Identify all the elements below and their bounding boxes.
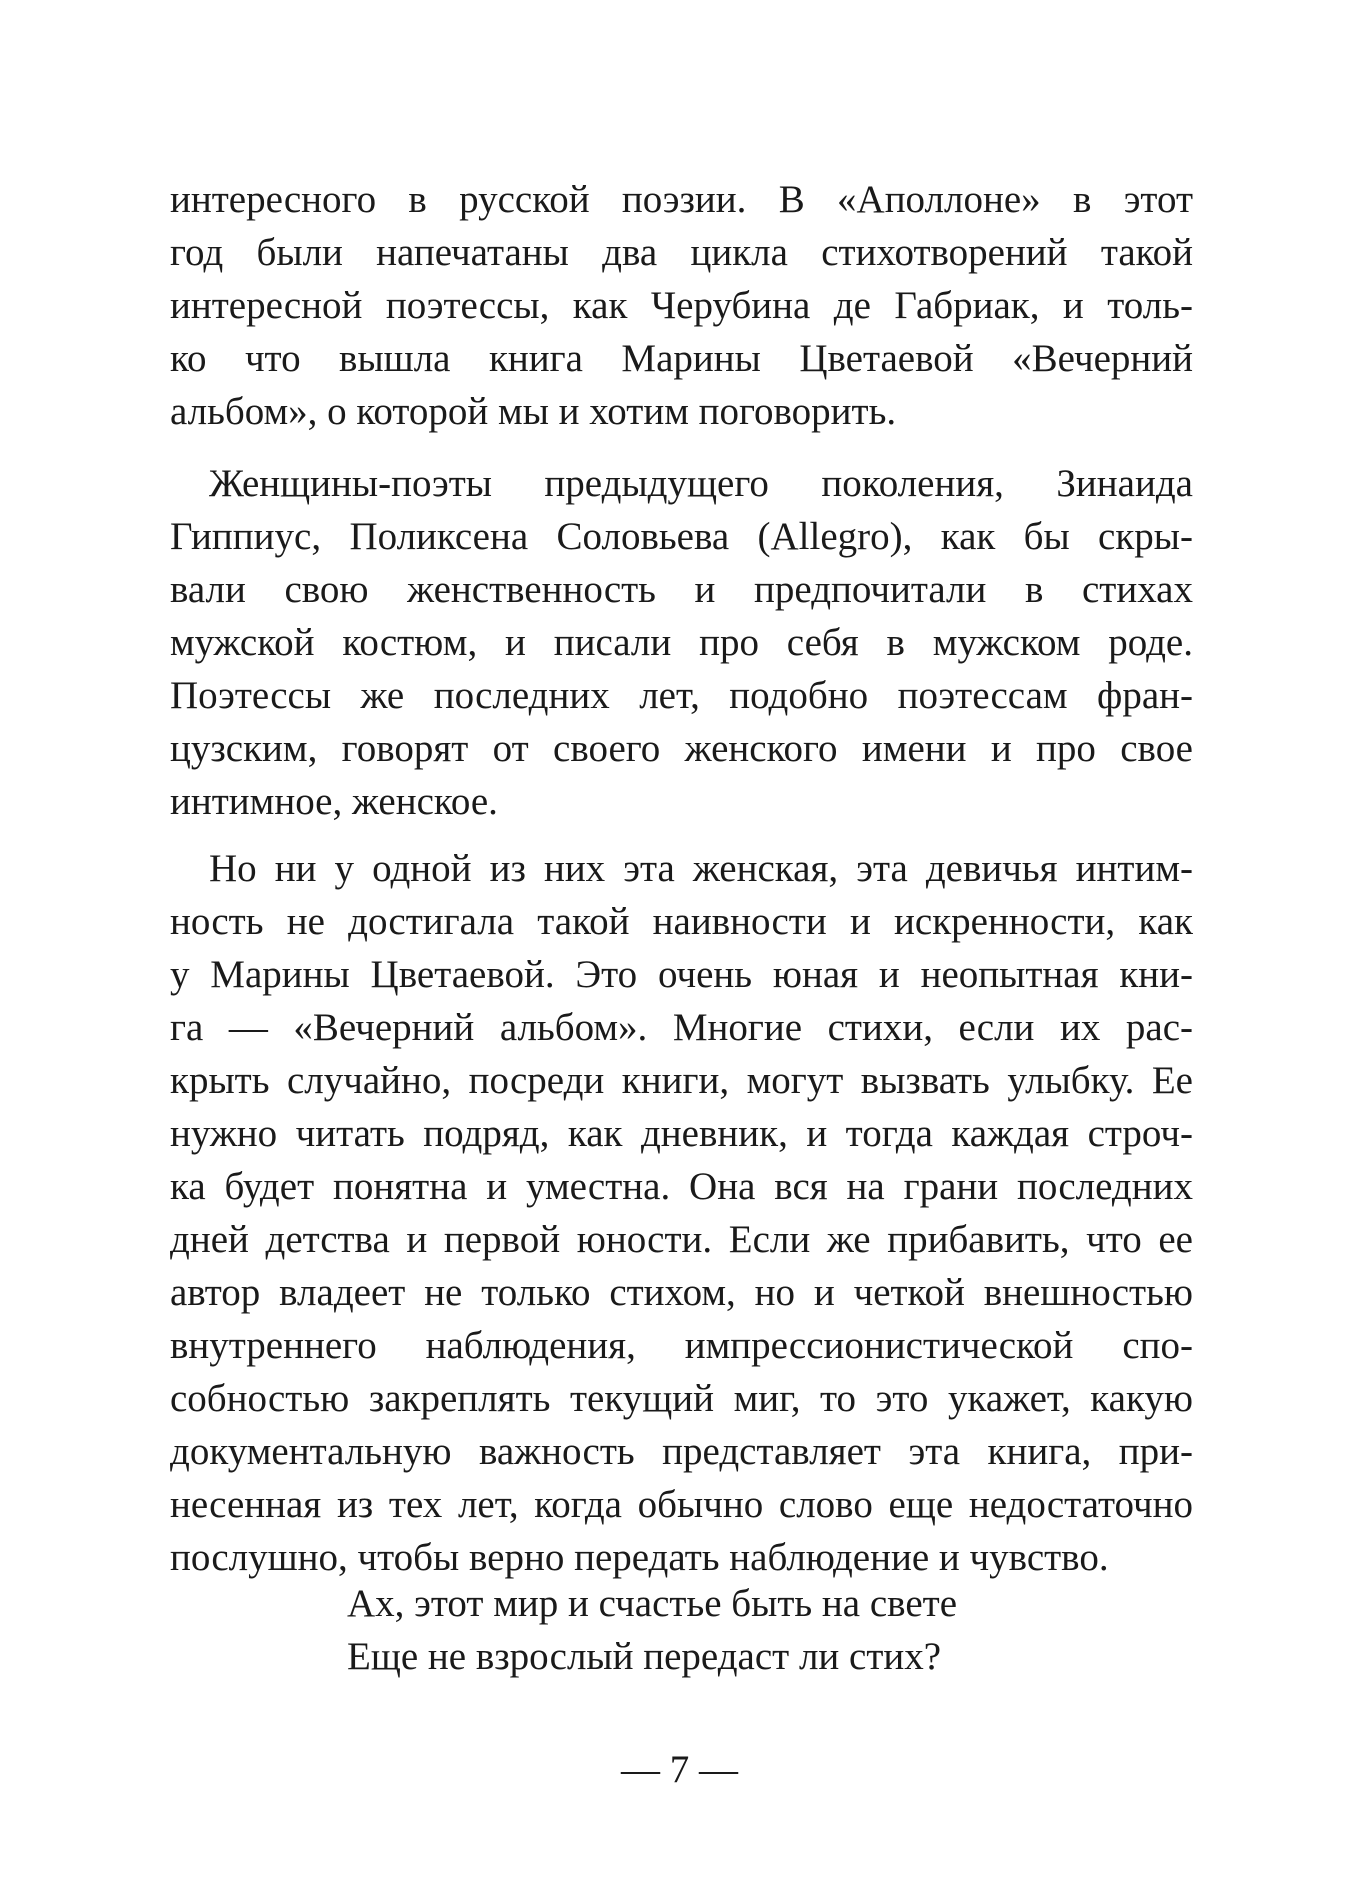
text-line: ность не достигала такой наивности и искренности, как	[170, 900, 1193, 943]
text-line: Но ни у одной из них эта женская, эта девичья интим-	[209, 847, 1193, 890]
text-line: Гиппиус, Поликсена Соловьева (Allegro), как бы скры-	[170, 515, 1193, 558]
paragraph-1	[170, 173, 1193, 438]
text-line: собностью закреплять текущий миг, то это укажет, какую	[170, 1377, 1193, 1420]
page-number: — 7 —	[621, 1748, 738, 1791]
text-line: несенная из тех лет, когда обычно слово еще недостаточно	[170, 1483, 1193, 1526]
text-line: автор владеет не только стихом, но и четкой внешностью	[170, 1271, 1193, 1314]
poem-line: Ах, этот мир и счастье быть на свете	[347, 1582, 958, 1625]
text-line: мужской костюм, и писали про себя в мужском роде.	[170, 621, 1193, 664]
text-line: интимное, женское.	[170, 780, 498, 823]
text-line: год были напечатаны два цикла стихотворений такой	[170, 231, 1193, 274]
poem-line: Еще не взрослый передаст ли стих?	[347, 1635, 942, 1678]
text-line: интересного в русской поэзии. В «Аполлоне» в этот	[170, 178, 1193, 221]
text-line: у Марины Цветаевой. Это очень юная и неопытная кни-	[170, 953, 1193, 996]
text-line: внутреннего наблюдения, импрессионистической спо-	[170, 1324, 1193, 1367]
text-line: Женщины-поэты предыдущего поколения, Зинаида	[209, 462, 1193, 505]
poem-quote	[347, 1577, 957, 1683]
text-line: альбом», о которой мы и хотим поговорить.	[170, 390, 897, 433]
text-line: дней детства и первой юности. Если же прибавить, что ее	[170, 1218, 1193, 1261]
text-line: ко что вышла книга Марины Цветаевой «Вечерний	[170, 337, 1193, 380]
text-line: цузским, говорят от своего женского имени и про свое	[170, 727, 1193, 770]
text-line: нужно читать подряд, как дневник, и тогда каждая строч-	[170, 1112, 1193, 1155]
text-line: крыть случайно, посреди книги, могут вызвать улыбку. Ее	[170, 1059, 1193, 1102]
text-line: ка будет понятна и уместна. Она вся на грани последних	[170, 1165, 1193, 1208]
paragraph-2	[170, 457, 1193, 828]
text-line: Поэтессы же последних лет, подобно поэтессам фран-	[170, 674, 1193, 717]
text-line: га — «Вечерний альбом». Многие стихи, если их рас-	[170, 1006, 1193, 1049]
text-line: документальную важность представляет эта книга, при-	[170, 1430, 1193, 1473]
paragraph-3	[170, 842, 1193, 1584]
text-line: вали свою женственность и предпочитали в стихах	[170, 568, 1193, 611]
text-line: послушно, чтобы верно передать наблюдение и чувство.	[170, 1536, 1109, 1579]
text-line: интересной поэтессы, как Черубина де Габриак, и толь-	[170, 284, 1193, 327]
